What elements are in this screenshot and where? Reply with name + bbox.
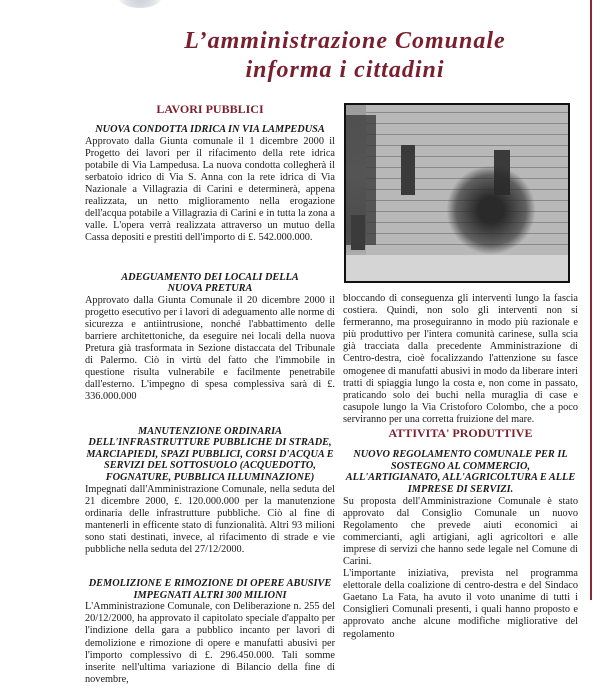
article-heading: ALL'ARTIGIANATO, ALL'AGRICOLTURA E ALLE: [345, 472, 576, 484]
article-heading: SOSTEGNO AL COMMERCIO,: [390, 460, 531, 472]
article-heading: NUOVA CONDOTTA IDRICA IN VIA LAMPEDUSA: [95, 124, 325, 136]
article-heading: FOGNATURE, PUBBLICA ILLUMINAZIONE): [105, 471, 315, 483]
article-condotta-idrica: [85, 124, 335, 244]
page-title: [100, 27, 590, 85]
article-heading: ADEGUAMENTO DEI LOCALI DELLA: [121, 271, 299, 283]
article-heading: DELL'INFRASTRUTTURE PUBBLICHE DI STRADE,: [88, 437, 332, 449]
article-body: L'importante iniziativa, prevista nel programma elettorale della coalizione di centro-destra e del Sindaco Gaetano La Fata, ha avuto il voto unanime di tutti i Consiglieri Comunali presenti, i quali hanno proposto e approvato anche alcune modifiche migliorative del regolamento: [343, 568, 578, 640]
article-heading: DEMOLIZIONE E RIMOZIONE DI OPERE ABUSIVE: [88, 578, 332, 590]
article-regolamento: [343, 449, 578, 641]
article-heading: IMPRESE DI SERVIZI.: [407, 483, 514, 495]
article-heading: SERVIZI DEL SOTTOSUOLO (ACQUEDOTTO,: [104, 460, 316, 472]
article-body: Approvato dalla Giunta comunale il 1 dicembre 2000 il Progetto dei lavori per il rifacimento della rete idrica potabile di Via Lampedusa. La nuova condotta collegherà il serbatoio idrico di Via S. Anna con la rete idrica di Via Nazionale a Villagrazia di Carini e determinerà, appena realizzata, un netto miglioramento nella erogazione dell'acqua potabile a Villagrazia di Carini e in tutta la zona a valle. L'opera verrà realizzata attraverso un mutuo della Cassa depositi e prestiti dell'importo di £. 542.000.000.: [85, 135, 335, 244]
article-body: Su proposta dell'Amministrazione Comunale è stato approvato dal Consiglio Comunale un nuovo Regolamento che prevede aiuti economici ai commercianti, agli artigiani, agli agricoltori e alle imprese di servizi che hanno sede legale nel Comune di Carini.: [343, 495, 578, 567]
municipal-crest-logo: [118, 0, 162, 8]
article-body: Approvato dalla Giunta Comunale il 20 dicembre 2000 il progetto esecutivo per i lavori di adeguamento alle norme di sicurezza e antiintrusione, nonché l'abbattimento delle barriere architettoniche, da eseguire nei locali della nuova Pretura già trasformata in Sezione distaccata del Tribunale di Palermo. Ciò in virtù del fatto che l'immobile in questione risulta vulnerabile e facilmente penetrabile dall'esterno. L'impegno di spesa complessiva sarà di £. 336.000.000: [85, 294, 335, 403]
town-hall-photo: [344, 103, 570, 283]
section-title-lavori-pubblici: LAVORI PUBBLICI: [156, 102, 264, 116]
page-border-line: [590, 0, 592, 600]
title-line-1: L’amministrazione Comunale: [184, 28, 506, 54]
article-body: L'Amministrazione Comunale, con Deliberazione n. 255 del 20/12/2000, ha approvato il capitolato speciale d'appalto per l'indizione della gara a pubblico incanto per lavori di demolizione e rimozione di opere e manufatti abusivi per l'importo complessivo di £. 296.450.000. Tali somme inserite nell'ultima variazione di Bilancio della fine di novembre,: [85, 601, 335, 685]
article-nuova-pretura: [85, 272, 335, 404]
article-heading: NUOVA PRETURA: [167, 283, 253, 295]
article-heading: MANUTENZIONE ORDINARIA: [138, 425, 282, 437]
article-heading: IMPEGNATI ALTRI 300 MILIONI: [133, 589, 287, 601]
article-demolizione: [85, 578, 335, 686]
section-title-attivita-produttive: ATTIVITA' PRODUTTIVE: [388, 426, 533, 441]
article-body: Impegnati dall'Amministrazione Comunale, nella seduta del 21 dicembre 2000, £. 120.000.000 per la manutenzione ordinaria delle infrastrutture pubbliche. Ciò al fine di mantenerli in efficente stato di funzionalità. Altri 93 milioni sono stati destinati, invece, al rifacimento di strade e vie pubbliche nella seduta del 27/12/2000.: [85, 483, 335, 555]
article-heading: NUOVO REGOLAMENTO COMUNALE PER IL: [353, 449, 568, 461]
right-column: [343, 293, 578, 641]
title-line-2: informa i cittadini: [245, 57, 445, 83]
article-heading: MARCIAPIEDI, SPAZI PUBBLICI, CORSI D'ACQUA E: [86, 448, 334, 460]
continuation-text: bloccando di conseguenza gli interventi lungo la fascia costiera. Quindi, non solo gli interventi non si fermeranno, ma proseguiranno in modo più razionale e più produttivo per l'intera comunità carinese, sulla scia già tracciata dalla precedente Amministrazione di Centro-destra, cioè focalizzando l'attenzione su fasce omogenee di manufatti abusivi in modo da liberare interi tratti di spiaggia lungo la costa e, non come in passato, praticando solo dei buchi nella muraglia di case e casupole lungo la Via Cristoforo Colombo, che a poco serviranno per una corretta fruizione del mare.: [343, 293, 578, 425]
article-manutenzione: [85, 426, 335, 557]
left-column: [85, 103, 335, 686]
